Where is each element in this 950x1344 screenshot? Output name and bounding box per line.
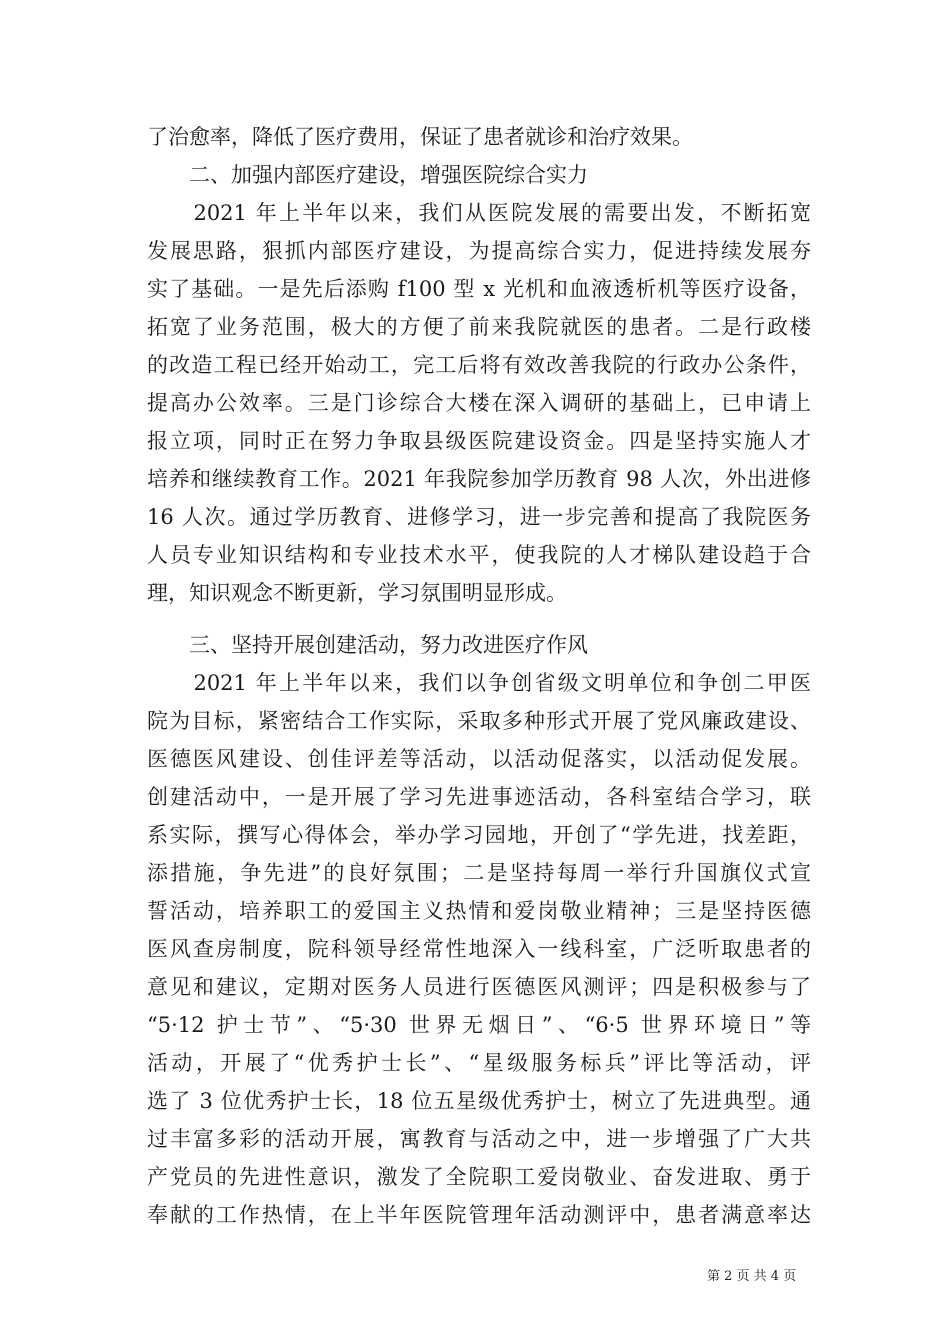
text-line: 过丰富多彩的活动开展，寓教育与活动之中，进一步增强了广大共	[147, 1127, 811, 1151]
text-line: 医德医风建设、创佳评差等活动，以活动促落实，以活动促发展。	[147, 747, 811, 771]
text-line: 奉献的工作热情，在上半年医院管理年活动测评中，患者满意率达	[147, 1203, 811, 1227]
text-line: 产党员的先进性意识，激发了全院职工爱岗敬业、奋发进取、勇于	[147, 1165, 811, 1189]
text-line: 院为目标，紧密结合工作实际，采取多种形式开展了党风廉政建设、	[147, 709, 811, 733]
text-line: 选了 3 位优秀护士长，18 位五星级优秀护士，树立了先进典型。通	[147, 1089, 811, 1113]
text-line: 医风查房制度，院科领导经常性地深入一线科室，广泛听取患者的	[147, 937, 811, 961]
text-line: 实了基础。一是先后添购 f100 型 x 光机和血液透析机等医疗设备，	[147, 277, 811, 301]
text-line: 发展思路，狠抓内部医疗建设，为提高综合实力，促进持续发展夯	[147, 239, 811, 263]
text-line: 培养和继续教育工作。2021 年我院参加学历教育 98 人次，外出进修	[147, 467, 811, 491]
text-line: 2021 年上半年以来，我们以争创省级文明单位和争创二甲医	[147, 671, 811, 695]
text-line: 人员专业知识结构和专业技术水平，使我院的人才梯队建设趋于合	[147, 543, 811, 567]
section-heading: 二、加强内部医疗建设，增强医院综合实力	[147, 163, 588, 187]
text-line: 16 人次。通过学历教育、进修学习，进一步完善和提高了我院医务	[147, 505, 811, 529]
text-line: 添措施，争先进”的良好氛围；二是坚持每周一举行升国旗仪式宣	[147, 861, 811, 885]
text-line: 2021 年上半年以来，我们从医院发展的需要出发，不断拓宽	[147, 201, 811, 225]
text-line: 的改造工程已经开始动工，完工后将有效改善我院的行政办公条件，	[147, 353, 811, 377]
page-number: 第 2 页 共 4 页	[707, 1269, 797, 1284]
text-line: 理，知识观念不断更新，学习氛围明显形成。	[147, 581, 567, 605]
text-line: 拓宽了业务范围，极大的方便了前来我院就医的患者。二是行政楼	[147, 315, 811, 339]
text-line: 报立项，同时正在努力争取县级医院建设资金。四是坚持实施人才	[147, 429, 811, 453]
section-heading: 三、坚持开展创建活动，努力改进医疗作风	[147, 633, 588, 657]
text-line: 意见和建议，定期对医务人员进行医德医风测评；四是积极参与了	[147, 975, 811, 999]
text-line: “5·12 护士节”、“5·30 世界无烟日”、“6·5 世界环境日”等	[147, 1013, 811, 1037]
text-line: 系实际，撰写心得体会，举办学习园地，开创了“学先进，找差距，	[147, 823, 811, 847]
text-line: 创建活动中，一是开展了学习先进事迹活动，各科室结合学习，联	[147, 785, 811, 809]
text-line: 活动，开展了“优秀护士长”、“星级服务标兵”评比等活动，评	[147, 1051, 811, 1075]
text-line: 提高办公效率。三是门诊综合大楼在深入调研的基础上，已申请上	[147, 391, 811, 415]
text-line: 了治愈率，降低了医疗费用，保证了患者就诊和治疗效果。	[147, 125, 693, 149]
text-line: 誓活动，培养职工的爱国主义热情和爱岗敬业精神；三是坚持医德	[147, 899, 811, 923]
